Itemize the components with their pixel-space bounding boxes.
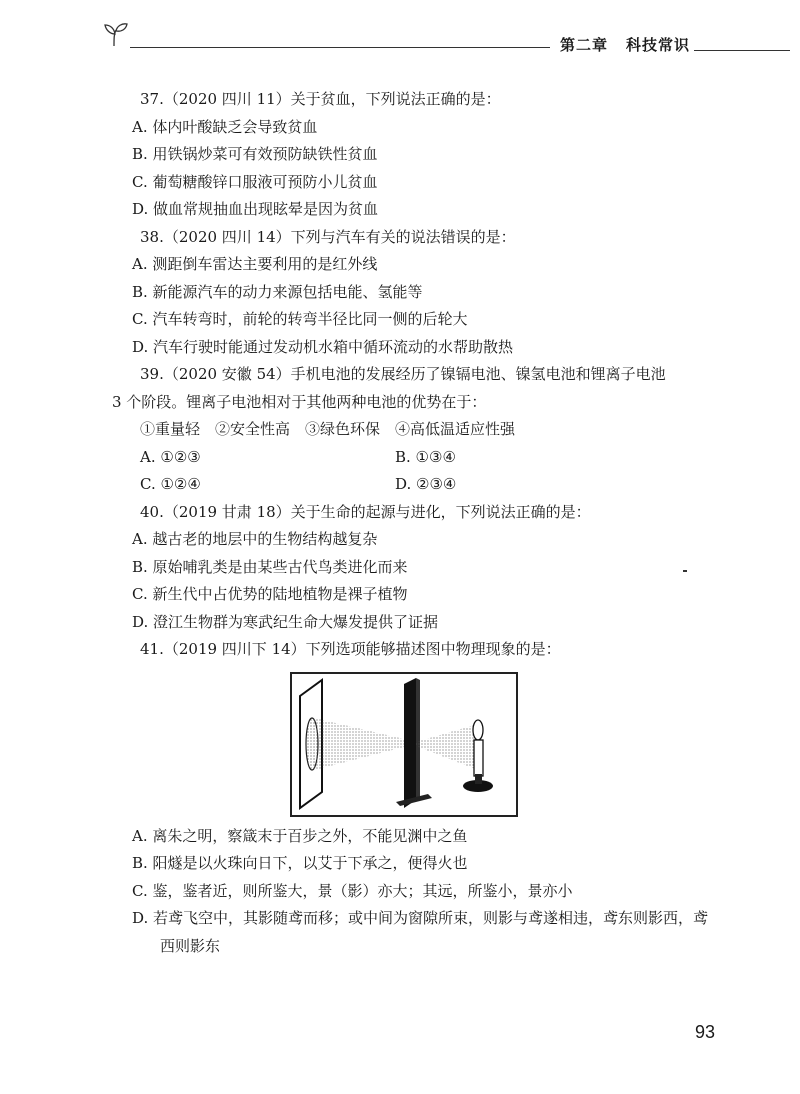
light-cone-right	[416, 724, 478, 770]
option-b: B. 原始哺乳类是由某些古代鸟类进化而来	[132, 557, 408, 576]
option-d: D. 若鸢飞空中，其影随鸢而移；或中间为窗隙所束，则影与鸢遂相违，鸢东则影西，鸢西则影东	[132, 909, 709, 955]
option-b: B. 用铁锅炒菜可有效预防缺铁性贫血	[132, 145, 378, 163]
question-41	[132, 636, 709, 960]
chapter-section: 科技常识	[626, 36, 691, 54]
sprout-icon	[102, 22, 130, 48]
question-stem: 38.（2020 四川 14）下列与汽车有关的说法错误的是：	[140, 227, 516, 246]
question-stem: 40.（2019 甘肃 18）关于生命的起源与进化，下列说法正确的是：	[140, 502, 591, 521]
question-stem: 41.（2019 四川下 14）下列选项能够描述图中物理现象的是：	[140, 640, 561, 658]
question-stem: 37.（2020 四川 11）关于贫血，下列说法正确的是：	[140, 90, 501, 108]
option-row	[140, 471, 660, 499]
page-number: 93	[695, 1022, 716, 1042]
option-a: A. 离朱之明，察箴末于百步之外，不能见渊中之鱼	[132, 826, 468, 845]
option-row	[140, 444, 660, 472]
light-cone-left	[314, 718, 408, 770]
page-header	[0, 0, 800, 60]
option-c: C. 葡萄糖酸锌口服液可预防小儿贫血	[132, 172, 378, 191]
option-b: B. 阳燧是以火珠向日下，以艾于下承之，便得火也	[132, 854, 468, 872]
question-37	[132, 86, 700, 224]
option-a: A. 体内叶酸缺乏会导致贫血	[132, 117, 318, 136]
question-39	[112, 361, 700, 499]
candle	[474, 740, 483, 776]
option-d: D. 澄江生物群为寒武纪生命大爆发提供了证据	[132, 612, 439, 631]
option-d: D. 汽车行驶时能通过发动机水箱中循环流动的水帮助散热	[132, 337, 514, 356]
header-rule-right	[694, 50, 790, 51]
question-stem: 39.（2020 安徽 54）手机电池的发展经历了镍镉电池、镍氢电池和锂离子电池 3 个阶段。锂离子电池相对于其他两种电池的优势在于：	[112, 365, 666, 411]
candle-flame	[473, 720, 483, 740]
print-mark	[683, 570, 687, 572]
pinhole-diagram	[292, 674, 516, 815]
chapter-title	[560, 34, 690, 55]
statement-list: ①重量轻 ②安全性高 ③绿色环保 ④高低温适应性强	[140, 420, 516, 438]
option-b: B. ①③④	[395, 447, 456, 466]
option-c: C. 汽车转弯时，前轮的转弯半径比同一侧的后轮大	[132, 310, 468, 328]
pinhole-board	[404, 678, 416, 808]
pinhole-camera-figure	[290, 672, 518, 817]
header-rule-left	[130, 47, 550, 48]
option-c: C. 新生代中占优势的陆地植物是裸子植物	[132, 585, 408, 603]
chapter-number: 第二章	[560, 36, 609, 54]
option-c: C. 鉴，鉴者近，则所鉴大，景（影）亦大；其远，所鉴小，景亦小	[132, 881, 573, 900]
option-a: A. 越古老的地层中的生物结构越复杂	[132, 530, 378, 548]
option-b: B. 新能源汽车的动力来源包括电能、氢能等	[132, 282, 423, 301]
option-d: D. ②③④	[395, 475, 457, 493]
option-c: C. ①②④	[140, 475, 201, 493]
question-40	[132, 499, 700, 637]
option-a: A. 测距倒车雷达主要利用的是红外线	[132, 255, 378, 273]
question-list	[112, 86, 709, 960]
option-a: A. ①②③	[140, 447, 201, 466]
option-d: D. 做血常规抽血出现眩晕是因为贫血	[132, 200, 379, 218]
question-38	[132, 224, 700, 362]
